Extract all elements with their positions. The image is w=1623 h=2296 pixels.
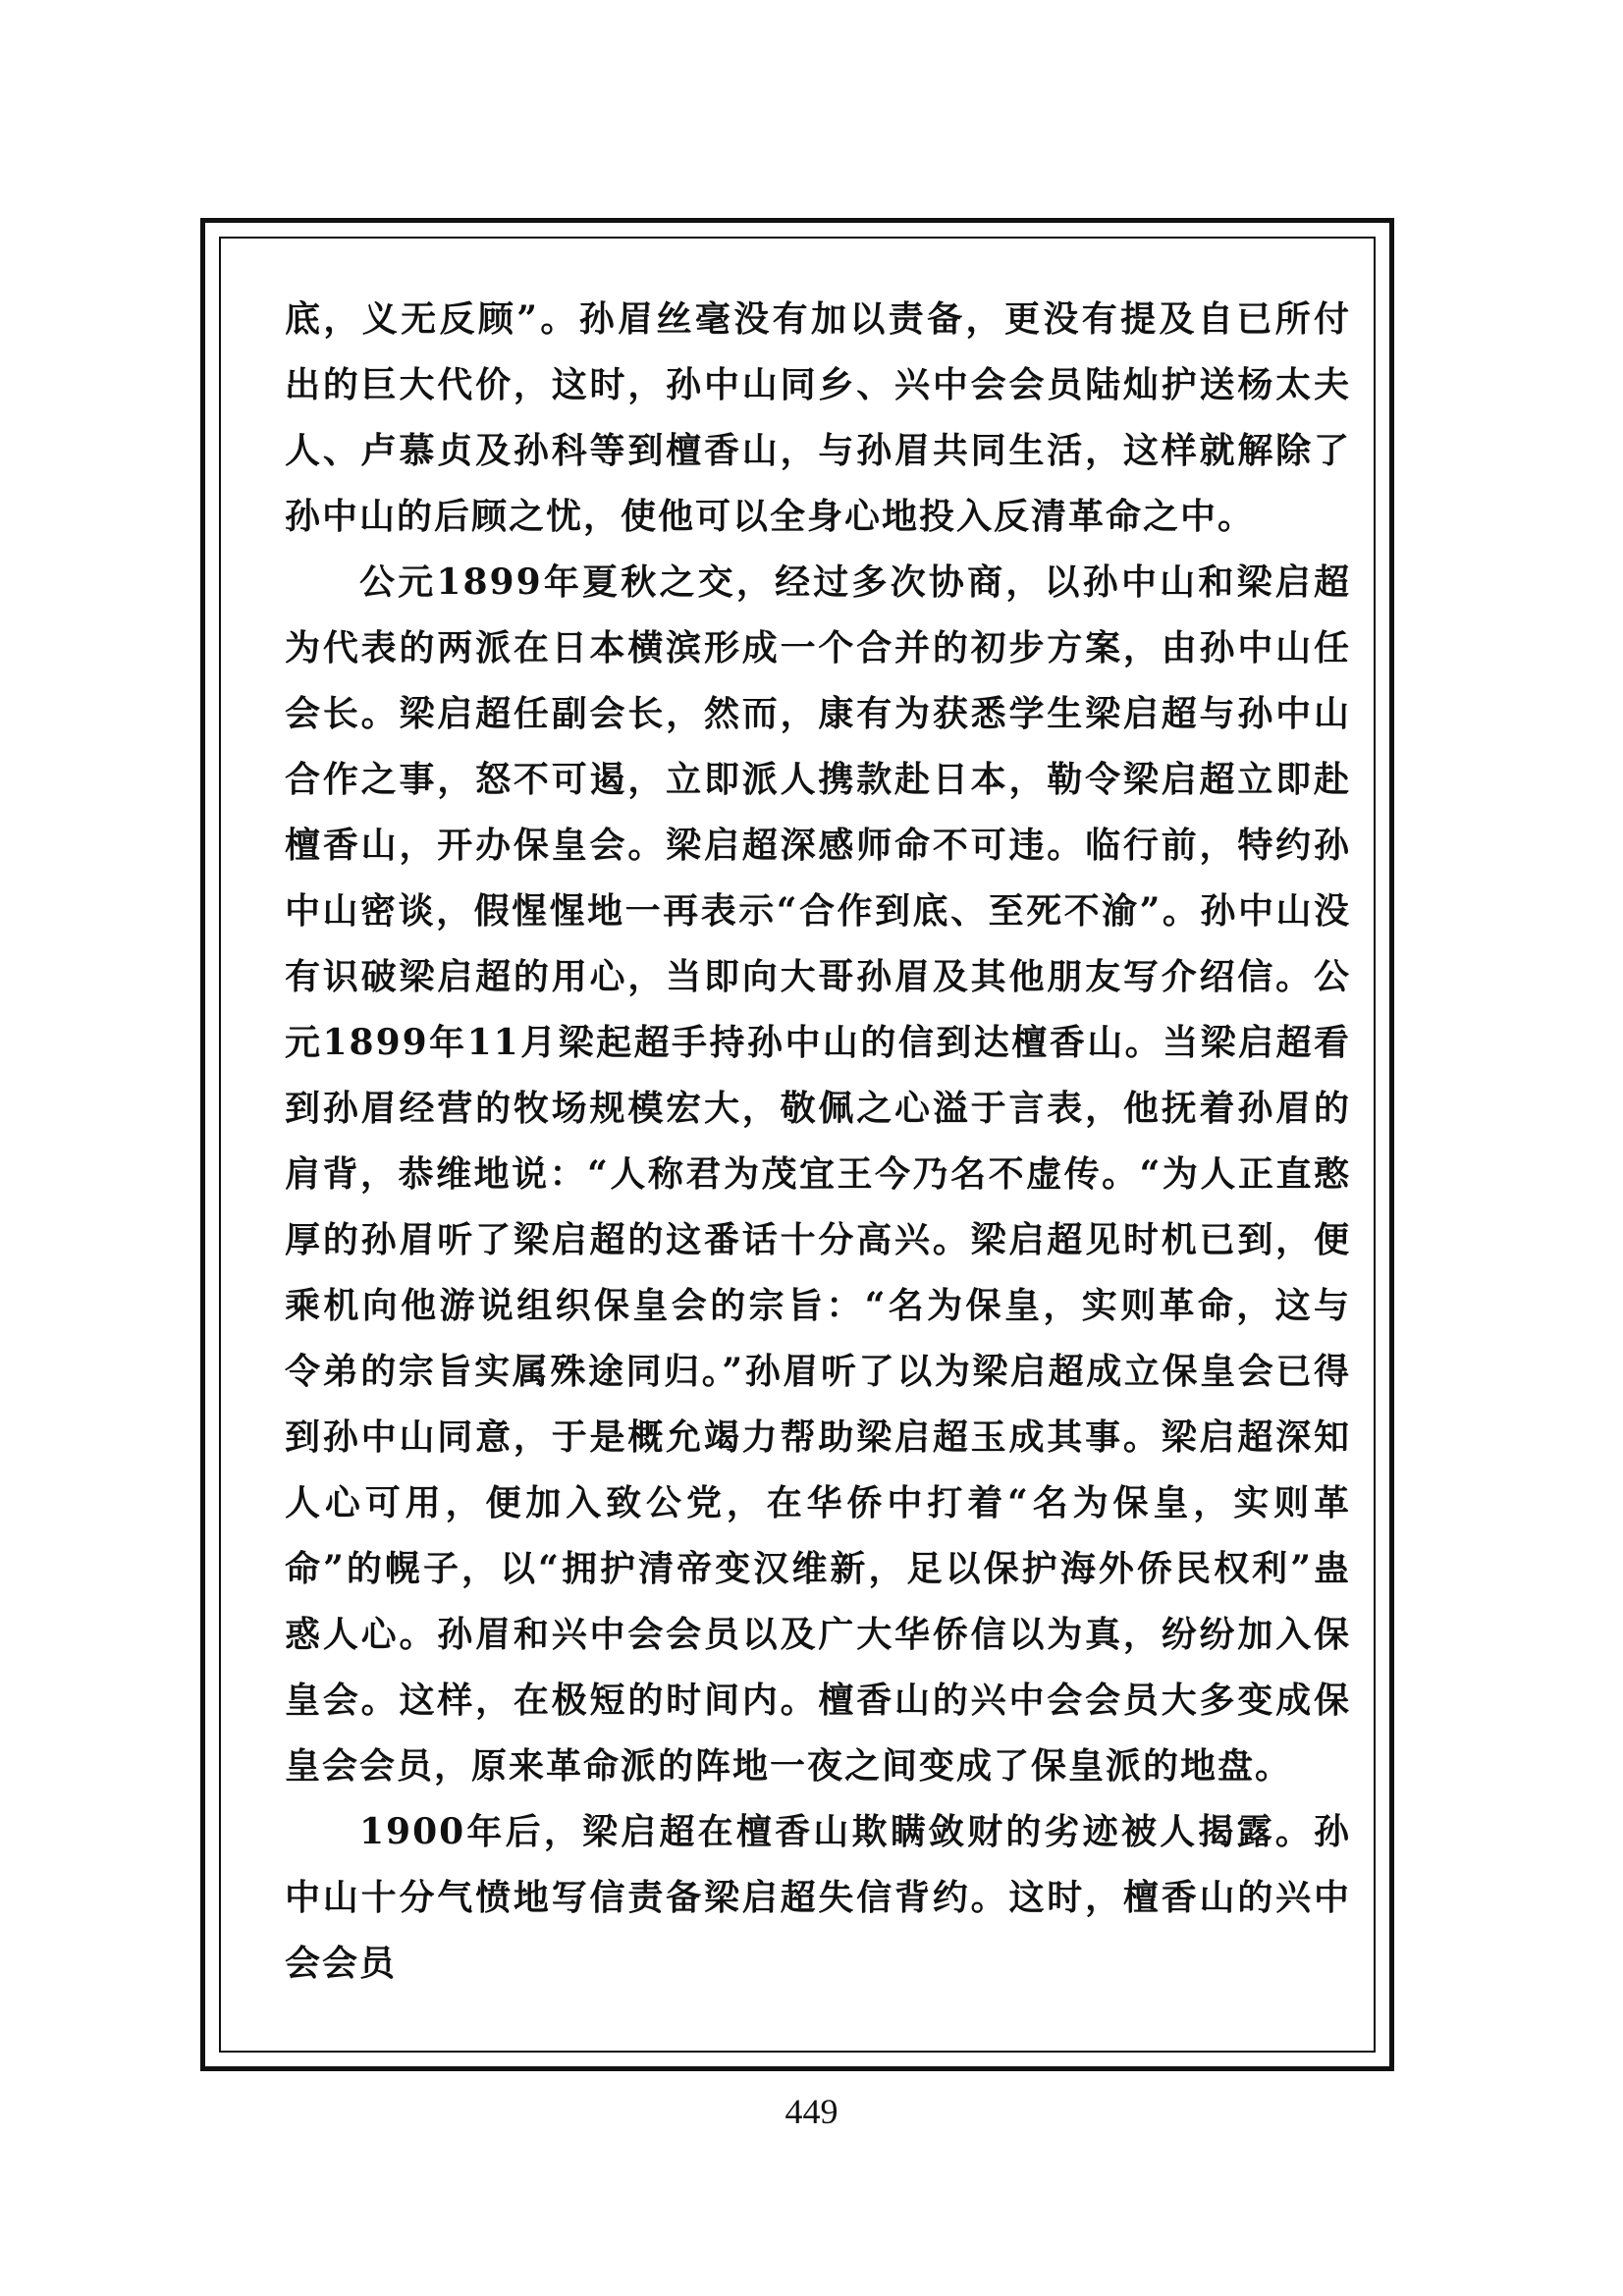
body-text <box>285 287 1351 1997</box>
paragraph-1900: 1900年后，梁启超在檀香山欺瞒敛财的劣迹被人揭露。孙中山十分气愤地写信责备梁启超失信背约。这时，檀香山的兴中会会员 <box>285 1811 1351 1984</box>
page-number: 449 <box>784 2092 839 2131</box>
paragraph-1899-merger: 公元1899年夏秋之交，经过多次协商，以孙中山和梁启超为代表的两派在日本横滨形成一个合并的初步方案，由孙中山任会长。梁启超任副会长，然而，康有为获悉学生梁启超与孙中山合作之事，怒不可遏，立即派人携款赴日本，勒令梁启超立即赴檀香山，开办保皇会。梁启超深感师命不可违。临行前，特约孙中山密谈，假惺惺地一再表示“合作到底、至死不渝”。孙中山没有识破梁启超的用心，当即向大哥孙眉及其他朋友写介绍信。公元1899年11月梁起超手持孙中山的信到达檀香山。当梁启超看到孙眉经营的牧场规模宏大，敬佩之心溢于言表，他抚着孙眉的肩背，恭维地说：“人称君为茂宜王今乃名不虚传。“为人正直憨厚的孙眉听了梁启超的这番话十分高兴。梁启超见时机已到，便乘机向他游说组织保皇会的宗旨：“名为保皇，实则革命，这与令弟的宗旨实属殊途同归。”孙眉听了以为梁启超成立保皇会已得到孙中山同意，于是概允竭力帮助梁启超玉成其事。梁启超深知人心可用，便加入致公党，在华侨中打着“名为保皇，实则革命”的幌子，以“拥护清帝变汉维新，足以保护海外侨民权利”蛊惑人心。孙眉和兴中会会员以及广大华侨信以为真，纷纷加入保皇会。这样，在极短的时间内。檀香山的兴中会会员大多变成保皇会会员，原来革命派的阵地一夜之间变成了保皇派的地盘。 <box>285 561 1351 1787</box>
paragraph-continuation: 底，义无反顾”。孙眉丝毫没有加以责备，更没有提及自已所付出的巨大代价，这时，孙中山同乡、兴中会会员陆灿护送杨太夫人、卢慕贞及孙科等到檀香山，与孙眉共同生活，这样就解除了孙中山的后顾之忧，使他可以全身心地投入反清革命之中。 <box>285 298 1351 537</box>
